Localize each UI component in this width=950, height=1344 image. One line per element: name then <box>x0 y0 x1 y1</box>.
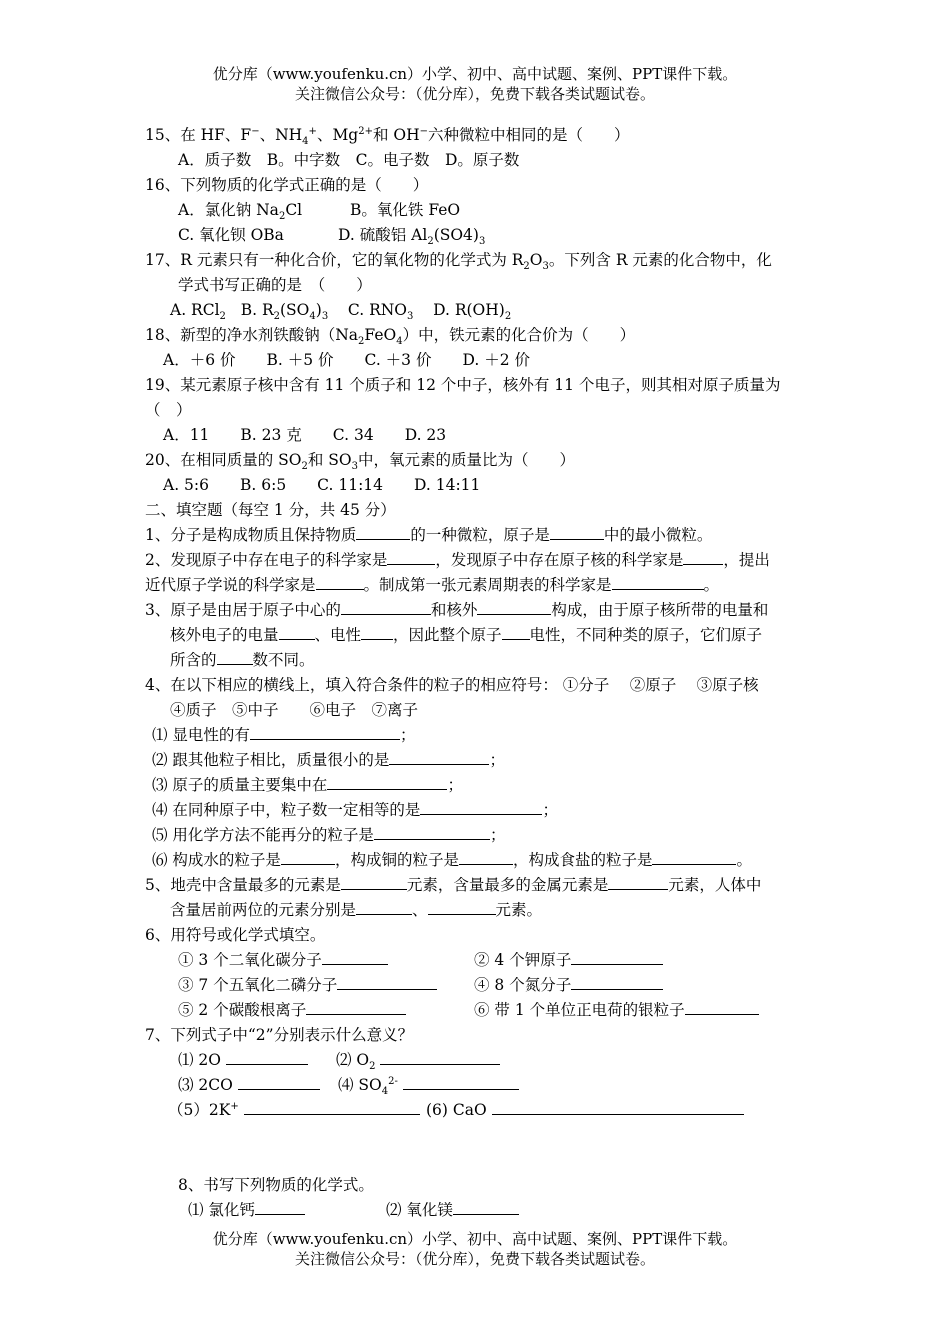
header-line-2: 关注微信公众号：（优分库），免费下载各类试题试卷。 <box>294 85 655 103</box>
fill-7-item-3: ⑶ 2CO <box>178 1074 320 1096</box>
blank[interactable] <box>685 1000 759 1015</box>
section-2-title: 二、填空题（每空 1 分，共 45 分） <box>145 501 396 519</box>
blank[interactable] <box>356 525 410 540</box>
fill-5-line-2: 含量居前两位的元素分别是 、 元素。 <box>170 901 543 919</box>
footer-line-2: 关注微信公众号：（优分库），免费下载各类试题试卷。 <box>294 1250 655 1268</box>
fill-8-item-2: ⑵ 氧化镁 <box>386 1199 519 1221</box>
fill-7-item-5: （5）2K+ <box>168 1099 420 1121</box>
blank[interactable] <box>316 575 364 590</box>
fill-4-stem-line-1: 4、在以下相应的横线上，填入符合条件的粒子的相应符号： ①分子 ②原子 ③原子核 <box>145 676 759 694</box>
blank[interactable] <box>255 1200 305 1215</box>
fill-3-line-2: 核外电子的电量 、电性 ，因此整个原子 电性，不同种类的原子，它们原子 <box>170 626 763 644</box>
blank[interactable] <box>420 800 542 815</box>
blank[interactable] <box>492 1100 744 1115</box>
q18-options: A．＋6 价 B. ＋5 价 C. ＋3 价 D. ＋2 价 <box>163 351 530 369</box>
blank[interactable] <box>244 1100 420 1115</box>
fill-8-stem: 8、书写下列物质的化学式。 <box>178 1176 374 1194</box>
blank[interactable] <box>608 875 668 890</box>
blank[interactable] <box>341 875 407 890</box>
fill-6-item-6: ⑥ 带 1 个单位正电荷的银粒子 <box>474 999 759 1021</box>
blank[interactable] <box>571 975 663 990</box>
fill-6-item-5: ⑤ 2 个碳酸根离子 <box>178 999 406 1021</box>
blank[interactable] <box>337 975 437 990</box>
blank[interactable] <box>652 850 736 865</box>
blank[interactable] <box>226 1050 308 1065</box>
q17-stem-line-1: 17、R 元素只有一种化合价，它的氧化物的化学式为 $R_2O_3$。下列含 R 元素的化合物中，化 <box>145 251 772 273</box>
q19-stem-line-2: （ ） <box>145 401 192 419</box>
fill-4-item-1: ⑴ 显电性的有 ； <box>152 726 416 744</box>
q16-option-c: C. 氧化钡 OBa <box>178 226 284 244</box>
blank[interactable] <box>250 725 400 740</box>
fill-6-item-1: ① 3 个二氧化碳分子 <box>178 949 388 971</box>
blank[interactable] <box>612 575 704 590</box>
fill-4-item-2: ⑵ 跟其他粒子相比，质量很小的是 ； <box>152 751 505 769</box>
fill-2-line-2: 近代原子学说的科学家是 。制成第一张元素周期表的科学家是 。 <box>145 576 720 594</box>
footer-line-1: 优分库（www.youfenku.cn）小学、初中、高中试题、案例、PPT课件下载。 <box>212 1230 738 1248</box>
blank[interactable] <box>306 1000 406 1015</box>
q17-stem-line-2: 学式书写正确的是 （ ） <box>178 276 372 294</box>
q16-option-b: B。氧化铁 FeO <box>350 201 461 219</box>
fill-2-line-1: 2、发现原子中存在电子的科学家是 ，发现原子中存在原子核的科学家是 ，提出 <box>145 551 770 569</box>
q19-stem-line-1: 19、某元素原子核中含有 11 个质子和 12 个中子，核外有 11 个电子，则其相对原子质量为 <box>145 376 781 394</box>
q18-stem: 18、新型的净水剂铁酸钠$(Na_2FeO_4)$中，铁元素的化合价为（ ） <box>145 326 636 348</box>
fill-3-line-1: 3、原子是由居于原子中心的 和核外 构成，由于原子核所带的电量和 <box>145 601 769 619</box>
fill-8-item-1: ⑴ 氯化钙 <box>188 1199 305 1221</box>
fill-7-item-6: (6) CaO <box>426 1099 744 1121</box>
q20-options: A. 5:6 B. 6:5 C. 11:14 D. 14:11 <box>163 476 481 494</box>
q16-option-a: A．氯化钠 $Na_2Cl$ <box>178 201 303 223</box>
fill-5-line-1: 5、地壳中含量最多的元素是 元素，含量最多的金属元素是 元素，人体中 <box>145 876 762 894</box>
blank[interactable] <box>550 525 604 540</box>
blank[interactable] <box>238 1075 320 1090</box>
q15-stem: 15、在 HF、F−、$NH_4^+$、$Mg^{2+}$和 OH−六种微粒中相同的是（ ） <box>145 125 630 148</box>
fill-7-item-2: ⑵ $O_2$ <box>336 1049 500 1071</box>
blank[interactable] <box>327 775 447 790</box>
blank[interactable] <box>502 625 530 640</box>
q15-options: A．质子数 B。中字数 C。电子数 D。原子数 <box>178 151 520 169</box>
q16-stem: 16、下列物质的化学式正确的是（ ） <box>145 176 429 194</box>
blank[interactable] <box>322 950 388 965</box>
fill-3-line-3: 所含的 数不同。 <box>170 651 315 669</box>
blank[interactable] <box>374 825 490 840</box>
blank[interactable] <box>403 1075 519 1090</box>
q20-stem: 20、在相同质量的 $SO_2$和 $SO_3$中，氧元素的质量比为（ ） <box>145 451 576 473</box>
fill-7-stem: 7、下列式子中“2”分别表示什么意义？ <box>145 1026 414 1044</box>
q17-options: A. RCl$_2$ B. $R_2(SO_4)_3$ C. $RNO_3$ D. $R(OH)_2$ <box>170 301 512 323</box>
blank[interactable] <box>217 650 253 665</box>
fill-4-item-5: ⑸ 用化学方法不能再分的粒子是 ； <box>152 826 506 844</box>
q16-option-d: D. 硫酸铝 $Al_2(SO4)_3$ <box>338 226 486 248</box>
blank[interactable] <box>428 900 496 915</box>
blank[interactable] <box>380 1050 500 1065</box>
fill-1: 1、分子是构成物质且保持物质 的一种微粒，原子是 中的最小微粒。 <box>145 526 713 544</box>
fill-4-item-3: ⑶ 原子的质量主要集中在 ； <box>152 776 463 794</box>
q19-options: A．11 B. 23 克 C. 34 D. 23 <box>163 426 447 444</box>
blank[interactable] <box>453 1200 519 1215</box>
blank[interactable] <box>459 850 513 865</box>
blank[interactable] <box>361 625 393 640</box>
blank[interactable] <box>477 600 551 615</box>
blank[interactable] <box>387 550 435 565</box>
header-line-1: 优分库（www.youfenku.cn）小学、初中、高中试题、案例、PPT课件下载。 <box>212 65 738 83</box>
blank[interactable] <box>571 950 663 965</box>
blank[interactable] <box>683 550 723 565</box>
fill-4-item-4: ⑷ 在同种原子中，粒子数一定相等的是 ； <box>152 801 558 819</box>
blank[interactable] <box>281 850 335 865</box>
blank[interactable] <box>341 600 431 615</box>
blank[interactable] <box>279 625 315 640</box>
fill-7-item-4: ⑷ $SO_4^{2-}$ <box>338 1074 519 1096</box>
fill-6-item-2: ② 4 个钾原子 <box>474 949 663 971</box>
blank[interactable] <box>389 750 489 765</box>
blank[interactable] <box>356 900 412 915</box>
fill-4-item-6: ⑹ 构成水的粒子是 ，构成铜的粒子是 ，构成食盐的粒子是 。 <box>152 851 752 869</box>
fill-4-stem-line-2: ④质子 ⑤中子 ⑥电子 ⑦离子 <box>170 701 419 719</box>
fill-6-item-4: ④ 8 个氮分子 <box>474 974 663 996</box>
fill-6-item-3: ③ 7 个五氧化二磷分子 <box>178 974 437 996</box>
fill-7-item-1: ⑴ 2O <box>178 1049 308 1071</box>
fill-6-stem: 6、用符号或化学式填空。 <box>145 926 326 944</box>
